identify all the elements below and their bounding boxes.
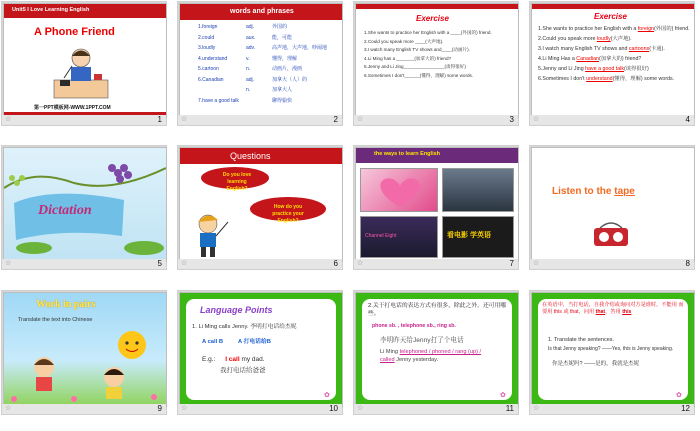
unit-label: Unit5 I Love Learning English xyxy=(12,7,90,13)
vocab-pos: adj. xyxy=(246,76,255,83)
animation-star-icon: ☆ xyxy=(5,116,12,123)
intro-text: 2.关于打电话的表达方式有很多，除此之外，还可用哪些。 xyxy=(368,303,507,317)
pattern-en: A call B xyxy=(202,339,224,345)
animation-star-icon: ☆ xyxy=(533,116,540,123)
answer-line xyxy=(538,46,690,53)
vocab-zh: 加拿大人 xyxy=(272,87,293,93)
task-en: Is that Jenny speaking? ——Yes, this is Jenny speaking. xyxy=(548,346,674,352)
slide-thumbnail-4[interactable] xyxy=(529,1,695,126)
example-en-called: called xyxy=(380,356,395,363)
slide-10-canvas xyxy=(180,293,342,406)
rule-text xyxy=(542,302,686,316)
slide-11-canvas xyxy=(356,293,518,406)
answer-line xyxy=(538,56,690,63)
vocab-pos: adj. xyxy=(246,24,255,30)
slide-5-canvas xyxy=(4,148,166,261)
animation-star-icon: ☆ xyxy=(5,405,12,412)
slide-number: 7 xyxy=(509,259,514,268)
slide-number: 3 xyxy=(509,115,514,124)
animation-star-icon: ☆ xyxy=(533,260,540,267)
answer-pre: 1.She wants to practice her English with a xyxy=(538,26,638,32)
answer-post: (外国的) friend. xyxy=(654,26,690,32)
answer-line xyxy=(538,26,690,33)
slide-heading: Questions xyxy=(230,151,271,161)
answer-line xyxy=(538,66,690,73)
slide-heading: the ways to learn English xyxy=(374,151,441,157)
slide-heading: words and phrases xyxy=(230,8,294,15)
children-illustration xyxy=(4,323,166,406)
slide-title: Dictation xyxy=(38,203,92,218)
slide-12-canvas xyxy=(532,293,694,406)
answer-post: (懂得，理解) some words. xyxy=(612,76,675,82)
vocab-en: 5.cartoon xyxy=(198,66,219,72)
flower-icon: ✿ xyxy=(676,392,682,399)
slide-thumbnail-2[interactable] xyxy=(177,1,343,126)
slide-title: Work in pairs xyxy=(36,299,96,310)
exercise-line: 5.Jenny and Li Jing________________(谈得很好) xyxy=(364,64,466,69)
slide-meta-bar xyxy=(354,259,518,269)
vocab-zh: 动画片，漫画 xyxy=(272,66,303,72)
exercise-line: 4.Li Ming has a _______(加拿大的) friend? xyxy=(364,55,452,61)
rule-intro-3: ，答用 xyxy=(605,309,621,316)
example-label: E.g.: xyxy=(202,356,216,363)
answer-line xyxy=(538,76,690,83)
slide-4-canvas xyxy=(532,4,694,117)
example-rest: my dad. xyxy=(239,356,265,363)
slide-thumbnail-9[interactable] xyxy=(1,290,167,415)
rule-intro-2: 而要用 this 或 that，问用 xyxy=(542,302,684,316)
slide-number: 10 xyxy=(329,404,338,413)
slide-meta-bar xyxy=(530,259,694,269)
flower-icon: ✿ xyxy=(324,392,330,399)
vocab-en: 7.have a good talk xyxy=(198,97,239,104)
slide-number: 4 xyxy=(685,115,690,124)
exercise-line: 1.She wants to practice her English with a ____(外国的) friend. xyxy=(364,30,492,35)
slide-thumbnail-1[interactable] xyxy=(1,1,167,126)
animation-star-icon: ☆ xyxy=(5,260,12,267)
phone-boy-illustration xyxy=(46,42,116,102)
slide-thumbnail-11[interactable] xyxy=(353,290,519,415)
slide-thumbnail-8[interactable] xyxy=(529,145,695,270)
vocab-en: 1.foreign xyxy=(198,24,218,30)
vocab-zh: 懂得，理解 xyxy=(272,55,298,62)
slide-1-canvas xyxy=(4,4,166,117)
heart-photo xyxy=(360,168,438,212)
animation-star-icon: ☆ xyxy=(181,405,188,412)
answer-pre: 6.Sometimes I don't xyxy=(538,76,587,82)
slide-number: 8 xyxy=(685,259,690,268)
example-en-verbs: telephoned / phoned / rang (up) / xyxy=(399,349,482,355)
slide-title xyxy=(552,186,635,197)
slide-footer-text: 第一PPT模板网-WWW.1PPT.COM xyxy=(34,105,111,111)
animation-star-icon: ☆ xyxy=(533,405,540,412)
answer-pre: 5.Jenny and Li Jing xyxy=(538,66,586,72)
vocab-en: 3.loudly xyxy=(198,45,216,51)
vocab-pos: n. xyxy=(246,66,251,72)
slide-meta-bar xyxy=(178,259,342,269)
answer-ans: cartoons xyxy=(628,46,650,52)
slide-title: A Phone Friend xyxy=(34,26,115,38)
vocab-pos: v. xyxy=(246,55,250,62)
answer-line xyxy=(538,36,690,43)
slide-3-canvas xyxy=(356,4,518,117)
flower-icon: ✿ xyxy=(500,392,506,399)
animation-star-icon: ☆ xyxy=(181,260,188,267)
photo-caption: Channel Eight xyxy=(365,233,397,239)
point-line: 1. Li Ming calls Jenny. 李明打电话给杰妮 xyxy=(192,324,297,330)
example-en-a: Li Ming xyxy=(380,349,400,355)
answer-ans: understand xyxy=(586,76,613,82)
vocab-pos: n. xyxy=(246,87,251,93)
animation-star-icon: ☆ xyxy=(357,116,364,123)
slide-meta-bar xyxy=(178,115,342,125)
slide-9-canvas xyxy=(4,293,166,406)
answer-pre: 3.I watch many English TV shows and xyxy=(538,46,629,52)
slide-meta-bar xyxy=(354,115,518,125)
vocab-en: 2.could xyxy=(198,34,215,41)
answer-ans: have a good talk xyxy=(585,66,624,72)
example-line xyxy=(202,356,265,365)
slide-number: 2 xyxy=(333,115,338,124)
vocab-zh: 加拿大（人）的 xyxy=(272,76,308,83)
vocab-en: 4.understand xyxy=(198,55,228,62)
task-title: 1. Translate the sentences. xyxy=(548,337,615,343)
answer-pre: 4.Li Ming Has a xyxy=(538,56,577,62)
vocab-en: 6.Canadian xyxy=(198,76,224,83)
classroom-photo xyxy=(442,168,514,212)
movie-photo xyxy=(442,216,514,258)
question-bubbles xyxy=(180,164,342,261)
slide-8-canvas xyxy=(532,148,694,261)
slide-thumbnail-12[interactable] xyxy=(529,290,695,415)
slide-thumbnail-5[interactable] xyxy=(1,145,167,270)
title-text: Listen to the xyxy=(552,186,615,197)
answer-ans: Canadian xyxy=(576,56,599,62)
cassette-player-icon xyxy=(592,220,632,250)
vocab-pos: adv. xyxy=(246,45,256,51)
slide-meta-bar xyxy=(530,404,694,414)
slide-title: Language Points xyxy=(200,305,273,315)
answer-post: (加拿大的) friend? xyxy=(598,56,642,62)
slide-meta-bar xyxy=(2,115,166,125)
answer-pre: 2.Could you speak more xyxy=(538,36,597,42)
rule-this: this xyxy=(622,309,632,316)
slide-thumbnail-3[interactable] xyxy=(353,1,519,126)
vocab-zh: 聊得愉快 xyxy=(272,97,293,104)
question-2: How do you practice your English? xyxy=(272,204,304,224)
task-zh: 你是杰妮吗? ——是的，我就是杰妮 xyxy=(552,361,640,367)
photo-caption: 看电影 学英语 xyxy=(447,232,491,239)
vocab-pos: aux. xyxy=(246,34,256,41)
slide-thumbnail-6[interactable] xyxy=(177,145,343,270)
slide-number: 12 xyxy=(681,404,690,413)
slide-meta-bar xyxy=(2,404,166,414)
vocab-zh: 高声地，大声地，吵闹地 xyxy=(272,45,328,51)
animation-star-icon: ☆ xyxy=(357,405,364,412)
slide-number: 11 xyxy=(505,404,514,413)
phrase-list: phone sb. , telephone sb., ring sb. xyxy=(372,323,456,329)
slide-number: 9 xyxy=(157,404,162,413)
slide-meta-bar xyxy=(354,404,518,414)
slide-number: 5 xyxy=(157,259,162,268)
slide-thumbnail-10[interactable] xyxy=(177,290,343,415)
exercise-line: 6.Sometimes I don't______(懂得，理解) some words. xyxy=(364,72,474,78)
example-highlight: I call xyxy=(225,356,240,363)
example-zh: 我打电话给爸爸 xyxy=(220,367,266,374)
vocab-zh: 能，可能 xyxy=(272,34,293,41)
slide-heading: Exercise xyxy=(594,12,627,21)
pattern-zh: A 打电话给B xyxy=(238,339,271,345)
answer-post: (谈得很好) xyxy=(624,66,649,72)
exercise-line: 3.I watch many English TV shows and____(动画片). xyxy=(364,47,470,52)
animation-star-icon: ☆ xyxy=(357,260,364,267)
slide-number: 1 xyxy=(157,115,162,124)
exercise-line: 2.Could you speak more ____(大声地). xyxy=(364,38,444,44)
example-zh: 李明昨天给Jenny打了个电话 xyxy=(380,337,464,344)
vocab-zh: 外国的 xyxy=(272,24,288,30)
title-tape: tape xyxy=(614,186,635,197)
answer-post: (大声地). xyxy=(610,36,632,42)
example-en-rest: Jenny yesterday. xyxy=(394,356,439,363)
rule-that: that xyxy=(595,309,606,316)
slide-6-canvas xyxy=(180,148,342,261)
example-en xyxy=(380,349,500,364)
slide-header-bar xyxy=(356,4,518,9)
slide-meta-bar xyxy=(2,259,166,269)
slide-number: 6 xyxy=(333,259,338,268)
question-1: Do you love learning English? xyxy=(222,172,252,192)
animation-star-icon: ☆ xyxy=(181,116,188,123)
slide-heading: Exercise xyxy=(416,14,449,23)
slide-meta-bar xyxy=(530,115,694,125)
slide-thumbnail-7[interactable] xyxy=(353,145,519,270)
answer-ans: foreign xyxy=(637,26,655,32)
answer-ans: loudly xyxy=(596,36,611,42)
answer-post: (卡通). xyxy=(649,46,665,52)
tv-show-photo xyxy=(360,216,438,258)
slide-meta-bar xyxy=(178,404,342,414)
slide-header-bar xyxy=(532,4,694,9)
slide-2-canvas xyxy=(180,4,342,117)
slide-subtitle: Translate the text into Chinese xyxy=(18,317,93,323)
slide-7-canvas xyxy=(356,148,518,261)
rule-intro: 在英语中，当打电话，自我介绍或询问对方是谁时，不能用 xyxy=(542,302,677,308)
